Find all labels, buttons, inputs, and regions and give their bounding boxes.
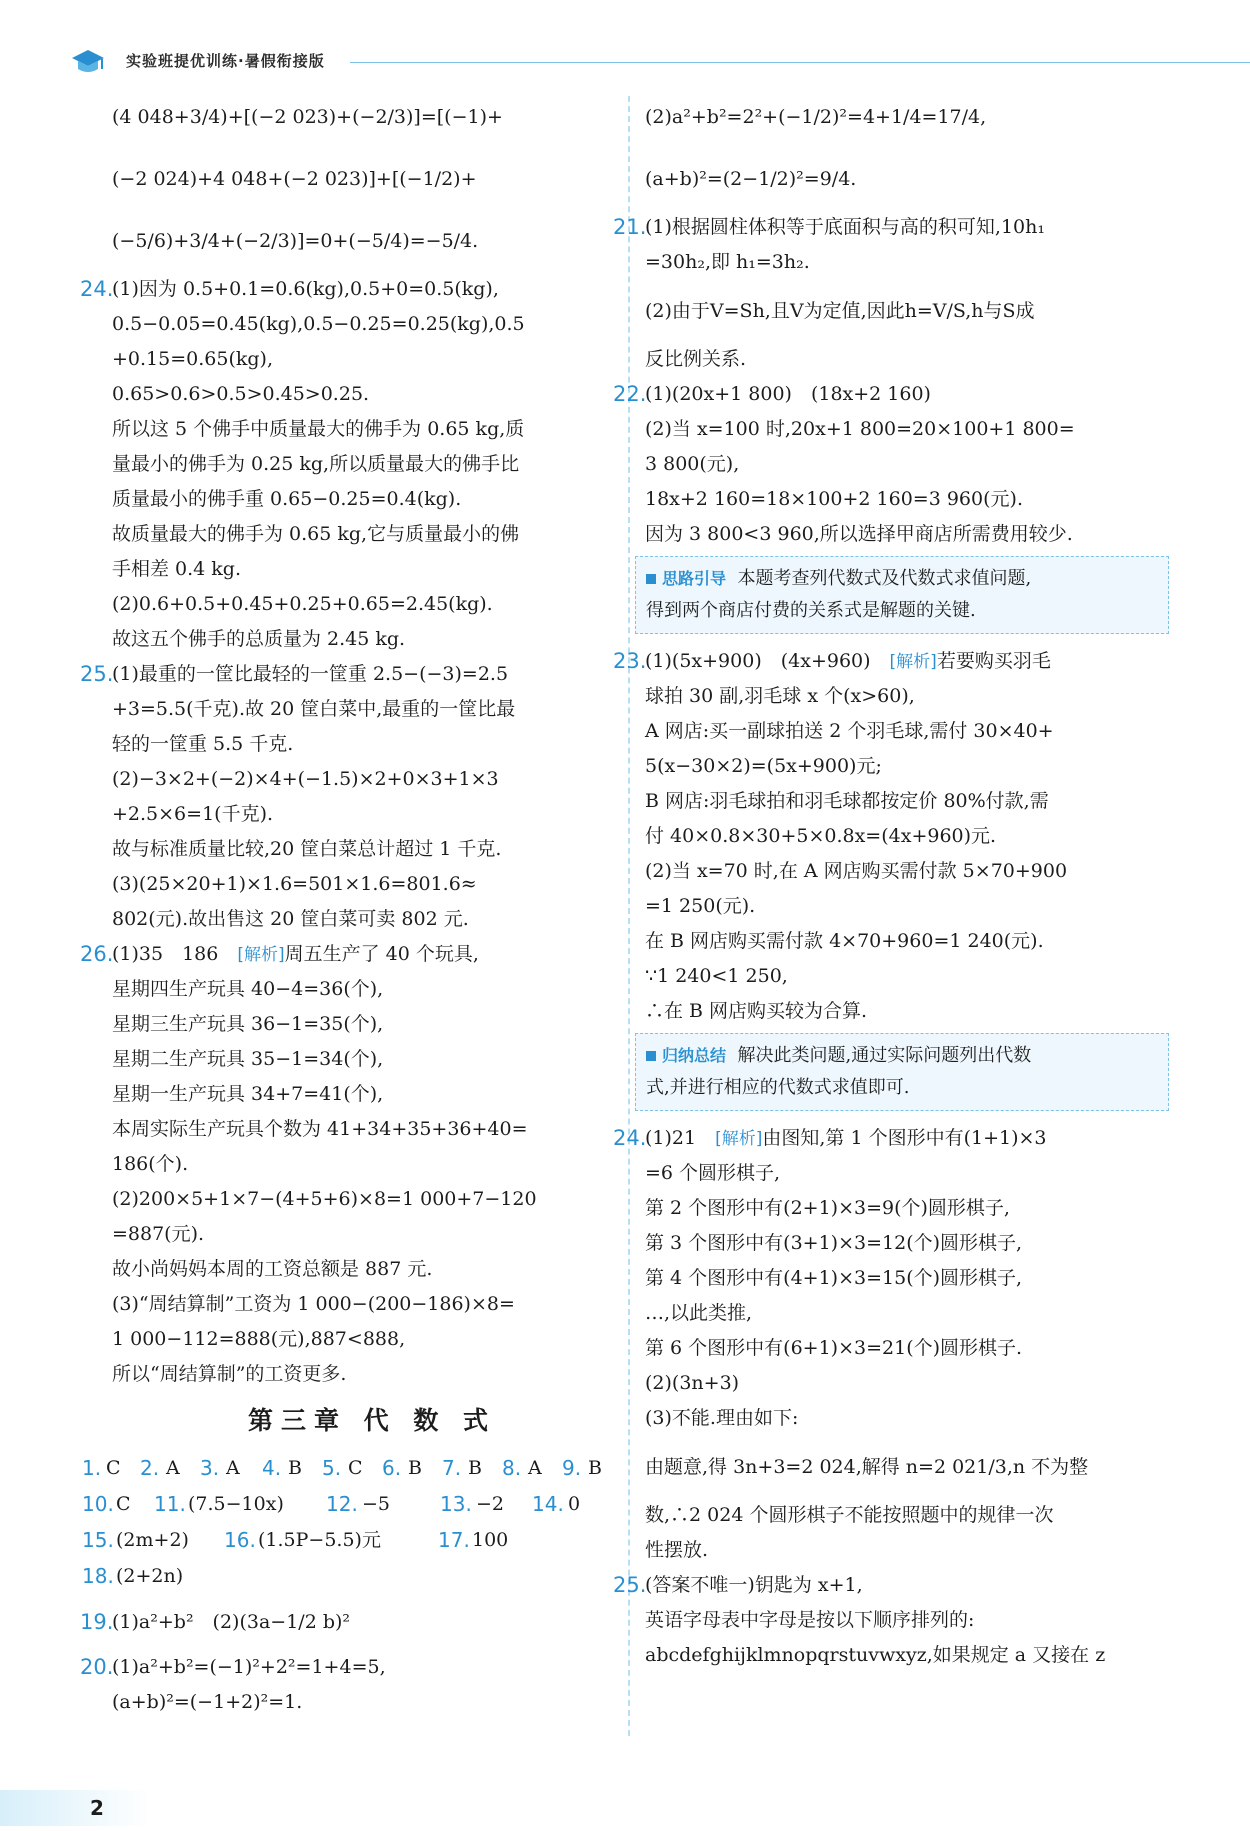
answer-choice: A [166,1457,180,1479]
question-number: 19. [80,1610,114,1634]
answer-choice: B [588,1457,602,1479]
text-line: 在 B 网店购买需付款 4×70+960=1 240(元). [645,930,1044,952]
text-line: 性摆放. [645,1539,709,1561]
chapter-title: 第三章 代 数 式 [247,1406,497,1435]
question-number: 21. [613,215,647,239]
question-number: 14. [532,1492,564,1516]
text-line: (1)(20x+1 800) (18x+2 160) [645,383,931,405]
answer-choice: A [226,1457,240,1479]
question-number: 7. [442,1456,462,1480]
text-line: 付 40×0.8×30+5×0.8x=(4x+960)元. [645,825,997,847]
text-line: =1 250(元). [645,895,756,917]
text-line: +2.5×6=1(千克). [112,803,274,825]
question-number: 10. [82,1492,114,1516]
text-line: (2)−3×2+(−2)×4+(−1.5)×2+0×3+1×3 [112,768,499,790]
text-line: (a+b)²=(−1+2)²=1. [112,1691,303,1713]
text-line: 星期四生产玩具 40−4=36(个), [112,978,384,1000]
text-line: (1)最重的一筐比最轻的一筐重 2.5−(−3)=2.5 [112,663,509,685]
tip-text: 式,并进行相应的代数式求值即可. [646,1077,910,1098]
text-segment: (1)(5x+900) (4x+960) [645,650,890,672]
text-line: 量最小的佛手为 0.25 kg,所以质量最大的佛手比 [112,453,520,475]
text-line: (2)a²+b²=2²+(−1/2)²=4+1/4=17/4, [645,106,987,128]
question-number: 18. [82,1564,114,1588]
text-line: (1)a²+b² (2)(3a−1/2 b)² [112,1611,351,1633]
question-number: 8. [502,1456,522,1480]
tip-marker-icon [646,1051,656,1061]
answer-choice: C [106,1457,121,1479]
text-segment: 若要购买羽毛 [936,650,1051,672]
answer-choice: (1.5P−5.5)元 [258,1529,381,1551]
text-line: 故小尚妈妈本周的工资总额是 887 元. [112,1258,433,1280]
text-line: A 网店:买一副球拍送 2 个羽毛球,需付 30×40+ [645,720,1054,742]
text-line: 18x+2 160=18×100+2 160=3 960(元). [645,488,1023,510]
header-title: 实验班提优训练·暑假衔接版 [126,52,325,70]
text-line: 所以“周结算制”的工资更多. [112,1363,347,1385]
answer-choice: B [408,1457,422,1479]
analysis-tag: [解析] [237,945,285,965]
answer-25 [80,657,632,937]
tip-box-thinking [635,556,1169,634]
text-line: 故这五个佛手的总质量为 2.45 kg. [112,628,406,650]
answer-choice: (2m+2) [116,1529,189,1551]
question-number: 9. [562,1456,582,1480]
question-number: 15. [82,1528,114,1552]
mc-row-4 [82,1558,632,1594]
text-line: abcdefghijklmnopqrstuvwxyz,如果规定 a 又接在 z [645,1644,1106,1666]
question-number: 23. [613,649,647,673]
answer-25-right [613,1568,1165,1673]
text-line: (3)不能.理由如下: [645,1407,799,1429]
text-segment: 由图知,第 1 个图形中有(1+1)×3 [762,1127,1047,1149]
text-line: ∵1 240<1 250, [645,965,788,987]
text-line: (2)由于V=Sh,且V为定值,因此h=V/S,h与S成 [645,300,1035,322]
question-number: 25. [613,1573,647,1597]
text-line: 第 3 个图形中有(3+1)×3=12(个)圆形棋子, [645,1232,1023,1254]
text-line: 本周实际生产玩具个数为 41+34+35+36+40= [112,1118,528,1140]
question-number: 22. [613,382,647,406]
analysis-tag: [解析] [715,1129,763,1149]
text-line: 手相差 0.4 kg. [112,558,242,580]
answer-choice: C [116,1493,131,1515]
question-number: 3. [200,1456,220,1480]
text-line: 由题意,得 3n+3=2 024,解得 n=2 021/3,n 不为整 [645,1456,1089,1478]
question-number: 24. [80,277,114,301]
text-line: 反比例关系. [645,348,747,370]
text-line: (2)(3n+3) [645,1372,740,1394]
text-line: 星期一生产玩具 34+7=41(个), [112,1083,384,1105]
text-line: 0.5−0.05=0.45(kg),0.5−0.25=0.25(kg),0.5 [112,313,525,335]
tip-box-summary [635,1033,1169,1111]
text-line: =30h₂,即 h₁=3h₂. [645,251,810,273]
question-number: 1. [82,1456,102,1480]
answer-choice: 0 [568,1493,581,1515]
question-number: 25. [80,662,114,686]
question-number: 2. [140,1456,160,1480]
answer-22 [613,377,1165,552]
text-segment: (1)35 186 [112,943,238,965]
question-number: 24. [613,1126,647,1150]
mc-row-3 [82,1522,632,1558]
text-line: (4 048+3/4)+[(−2 023)+(−2/3)]=[(−1)+ [112,106,503,128]
header-rule [350,62,1250,63]
tip-text: 本题考查列代数式及代数式求值问题, [737,568,1032,589]
answer-choice: C [348,1457,363,1479]
tip-label: 思路引导 [662,569,727,588]
text-line: …,以此类推, [645,1302,753,1324]
text-line: =887(元). [112,1223,205,1245]
left-column [80,86,632,1741]
text-line: (1)根据圆柱体积等于底面积与高的积可知,10h₁ [645,216,1045,238]
text-line: (2)当 x=100 时,20x+1 800=20×100+1 800= [645,418,1075,440]
text-line: B 网店:羽毛球拍和羽毛球都按定价 80%付款,需 [645,790,1049,812]
text-line: 第 2 个图形中有(2+1)×3=9(个)圆形棋子, [645,1197,1010,1219]
text-line: 第 6 个图形中有(6+1)×3=21(个)圆形棋子. [645,1337,1023,1359]
question-number: 11. [154,1492,186,1516]
text-line: +3=5.5(千克).故 20 筐白菜中,最重的一筐比最 [112,698,516,720]
text-line: 英语字母表中字母是按以下顺序排列的: [645,1609,975,1631]
text-line: 星期三生产玩具 36−1=35(个), [112,1013,384,1035]
text-line: (2)当 x=70 时,在 A 网店购买需付款 5×70+900 [645,860,1068,882]
answer-23 [613,644,1165,1029]
answer-choice: (7.5−10x) [188,1493,284,1515]
text-line: +0.15=0.65(kg), [112,348,273,370]
text-line: 3 800(元), [645,453,740,475]
text-segment: 周五生产了 40 个玩具, [284,943,479,965]
answer-choice: B [468,1457,482,1479]
text-line: (−2 024)+4 048+(−2 023)]+[(−1/2)+ [112,168,477,190]
text-line: (答案不唯一)钥匙为 x+1, [645,1574,863,1596]
tip-label: 归纳总结 [662,1046,727,1065]
answer-21 [613,210,1165,377]
answer-choice: A [528,1457,542,1479]
text-line: 轻的一筐重 5.5 千克. [112,733,294,755]
question-number: 26. [80,942,114,966]
analysis-tag: [解析] [889,652,937,672]
text-line: =6 个圆形棋子, [645,1162,781,1184]
text-line: 第 4 个图形中有(4+1)×3=15(个)圆形棋子, [645,1267,1023,1289]
answer-choice: B [288,1457,302,1479]
text-line: 质量最小的佛手重 0.65−0.25=0.4(kg). [112,488,462,510]
text-line: 故与标准质量比较,20 筐白菜总计超过 1 千克. [112,838,502,860]
text-line: (2)200×5+1×7−(4+5+6)×8=1 000+7−120 [112,1188,537,1210]
text-line: 球拍 30 副,羽毛球 x 个(x>60), [645,685,915,707]
text-line: (2)0.6+0.5+0.45+0.25+0.65=2.45(kg). [112,593,493,615]
text-line: (−5/6)+3/4+(−2/3)]=0+(−5/4)=−5/4. [112,230,479,252]
text-line: 星期二生产玩具 35−1=34(个), [112,1048,384,1070]
text-line: (a+b)²=(2−1/2)²=9/4. [645,168,857,190]
question-number: 4. [262,1456,282,1480]
mc-row-2 [82,1486,632,1522]
text-line: 1 000−112=888(元),887<888, [112,1328,406,1350]
text-line: 因为 3 800<3 960,所以选择甲商店所需费用较少. [645,523,1073,545]
text-line: 5(x−30×2)=(5x+900)元; [645,755,882,777]
text-line: 802(元).故出售这 20 筐白菜可卖 802 元. [112,908,469,930]
page-header [70,44,1180,80]
graduation-cap-icon [70,44,106,80]
question-number: 17. [438,1528,470,1552]
text-line: 186(个). [112,1153,189,1175]
text-line: (1)a²+b²=(−1)²+2²=1+4=5, [112,1656,386,1678]
answer-choice: −5 [362,1493,391,1515]
page-number: 2 [90,1796,104,1820]
text-line: 数,∴2 024 个圆形棋子不能按照题中的规律一次 [645,1504,1054,1526]
answer-26 [80,937,632,1392]
mc-row-1 [82,1450,632,1486]
question-number: 5. [322,1456,342,1480]
text-segment: (1)21 [645,1127,716,1149]
right-column [613,86,1165,1741]
text-line: 故质量最大的佛手为 0.65 kg,它与质量最小的佛 [112,523,520,545]
page-number-band [0,1790,150,1826]
tip-text: 解决此类问题,通过实际问题列出代数 [737,1045,1032,1066]
answer-24-right [613,1121,1165,1568]
answer-24 [80,272,632,657]
question-number: 13. [440,1492,472,1516]
answer-choice: (2+2n) [116,1565,184,1587]
question-number: 16. [224,1528,256,1552]
question-number: 6. [382,1456,402,1480]
text-line: 所以这 5 个佛手中质量最大的佛手为 0.65 kg,质 [112,418,525,440]
question-number: 20. [80,1655,114,1679]
question-number: 12. [326,1492,358,1516]
text-line: 0.65>0.6>0.5>0.45>0.25. [112,383,370,405]
text-line: (3)(25×20+1)×1.6=501×1.6=801.6≈ [112,873,477,895]
text-line: (1)因为 0.5+0.1=0.6(kg),0.5+0=0.5(kg), [112,278,499,300]
tip-text: 得到两个商店付费的关系式是解题的关键. [646,600,976,621]
answer-choice: 100 [472,1529,509,1551]
answer-choice: −2 [476,1493,505,1515]
text-line: ∴在 B 网店购买较为合算. [645,1000,868,1022]
tip-marker-icon [646,574,656,584]
text-line: (3)“周结算制”工资为 1 000−(200−186)×8= [112,1293,515,1315]
